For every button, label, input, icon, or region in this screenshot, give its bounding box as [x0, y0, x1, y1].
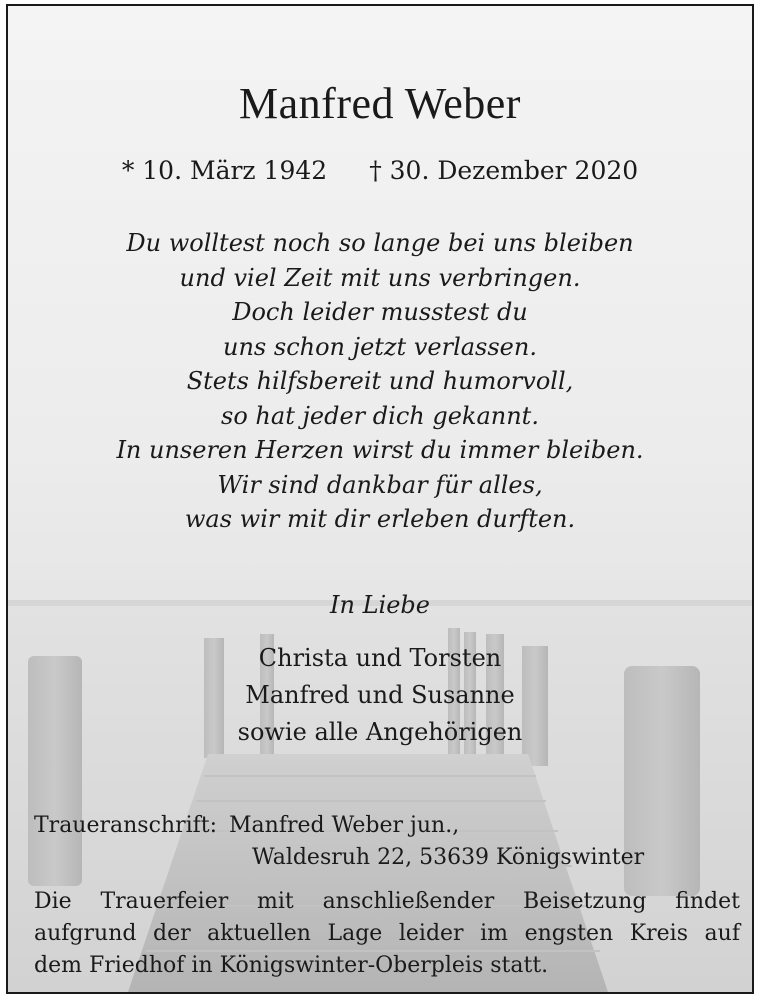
- address-line-1: Manfred Weber jun.,: [229, 813, 460, 838]
- address-label: Traueranschrift:: [34, 813, 218, 838]
- mourner-line: Manfred und Susanne: [245, 681, 515, 709]
- notice-line: aufgrund der aktuellen Lage leider im engsten Kreis auf: [34, 921, 740, 946]
- poem-line: Wir sind dankbar für alles,: [217, 470, 543, 499]
- poem-line: Du wolltest noch so lange bei uns bleiben: [126, 229, 634, 257]
- deceased-name: Manfred Weber: [239, 79, 521, 128]
- mourners-list: [8, 640, 752, 751]
- memorial-poem: [8, 226, 752, 537]
- notice-line: dem Friedhof in Königswinter-Oberpleis statt.: [34, 953, 549, 978]
- mourner-line: sowie alle Angehörigen: [237, 718, 523, 746]
- poem-line: und viel Zeit mit uns verbringen.: [179, 263, 581, 292]
- birth-date: * 10. März 1942: [121, 156, 328, 185]
- notice-line: Die Trauerfeier mit anschließender Beisetzung findet: [34, 889, 740, 914]
- poem-line: so hat jeder dich gekannt.: [221, 401, 539, 430]
- poem-line: was wir mit dir erleben durften.: [184, 505, 576, 533]
- poem-line: Stets hilfsbereit und humorvoll,: [186, 367, 574, 395]
- poem-line: Doch leider musstest du: [232, 298, 528, 326]
- obituary-notice: [6, 4, 754, 994]
- life-dates: [8, 154, 752, 188]
- address-line-2: Waldesruh 22, 53639 Königswinter: [252, 845, 645, 870]
- funeral-notice: [34, 886, 740, 982]
- mourning-address: [34, 810, 644, 874]
- death-date: † 30. Dezember 2020: [369, 156, 639, 185]
- poem-line: In unseren Herzen wirst du immer bleiben.: [116, 436, 644, 464]
- in-love-heading: In Liebe: [330, 591, 430, 619]
- mourner-line: Christa und Torsten: [258, 644, 502, 672]
- poem-line: uns schon jetzt verlassen.: [223, 332, 537, 361]
